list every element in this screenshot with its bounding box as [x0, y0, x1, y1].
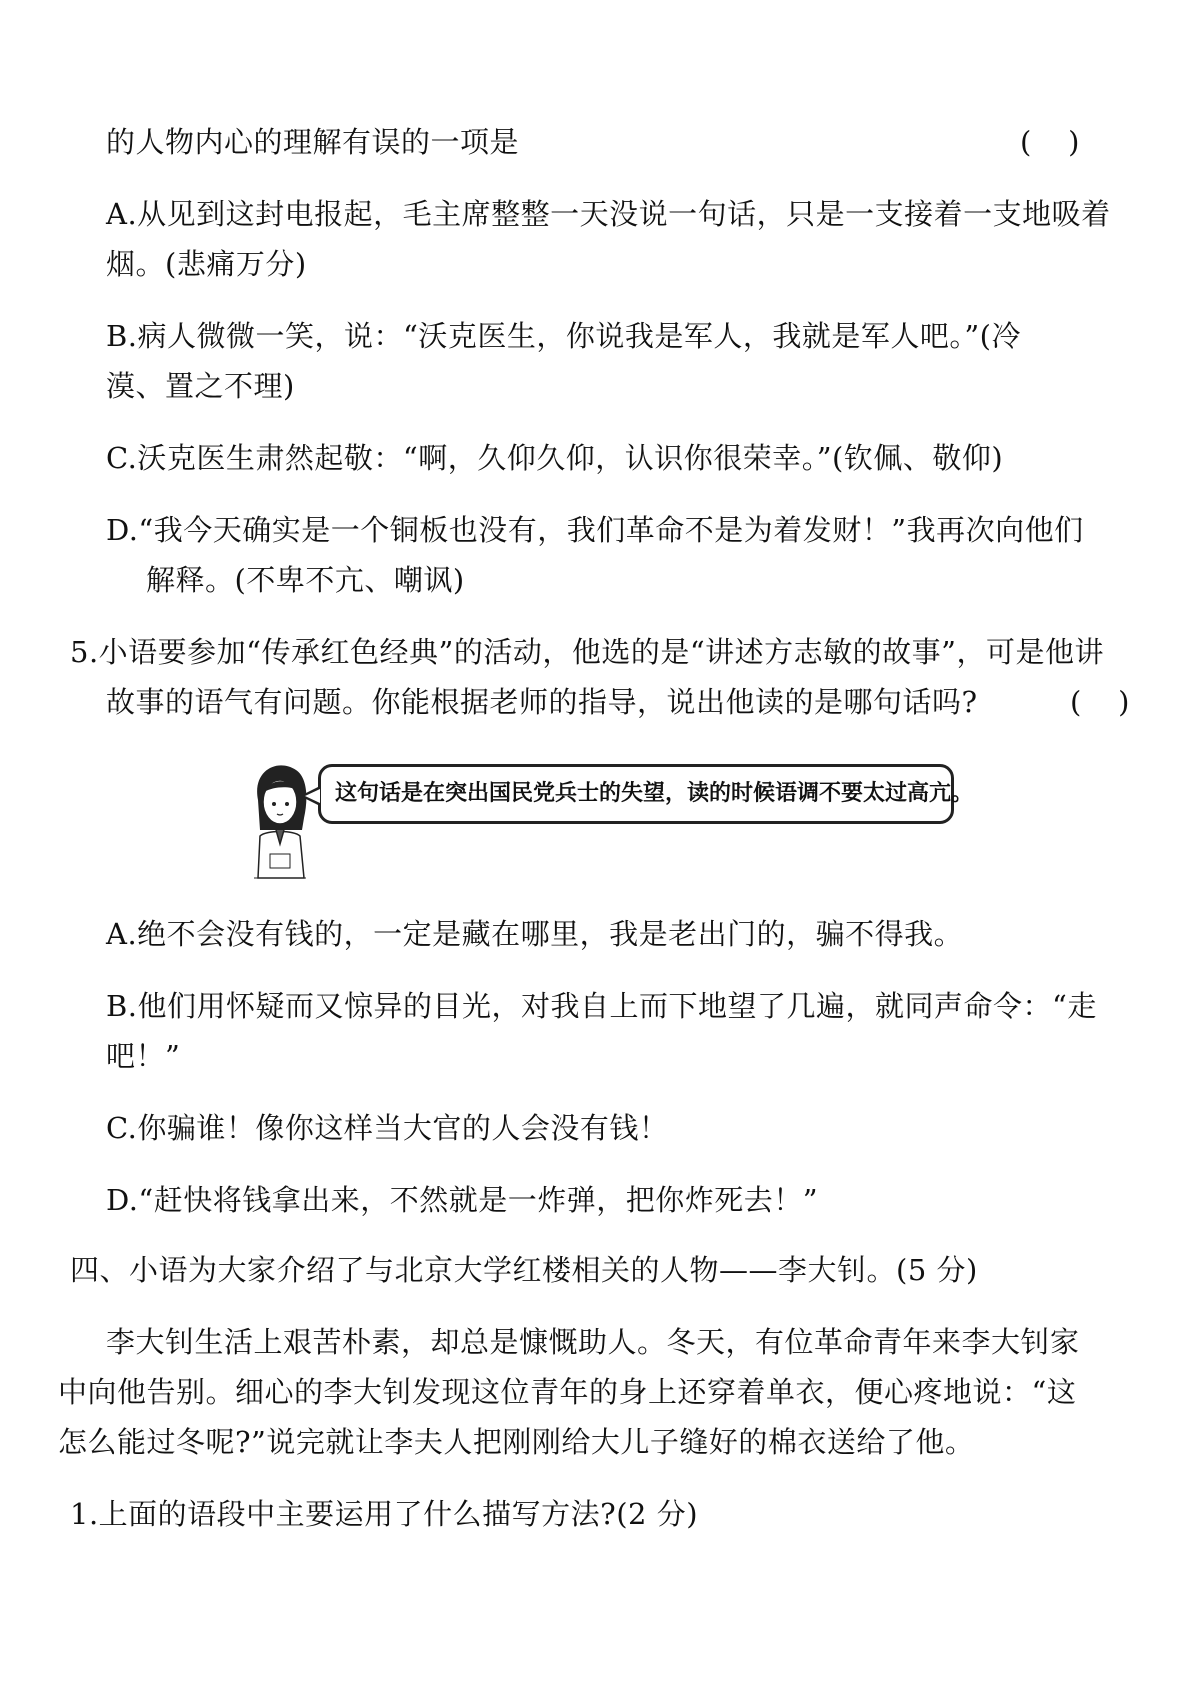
teacher-illustration: [244, 760, 316, 880]
q4-option-a-line1: A.从见到这封电报起，毛主席整整一天没说一句话，只是一支接着一支地吸着: [106, 197, 1111, 231]
q4-option-d-line2: 解释。(不卑不亢、嘲讽): [146, 563, 465, 597]
q5-answer-paren: ( ): [1070, 685, 1130, 719]
q5-option-a: A.绝不会没有钱的，一定是藏在哪里，我是老出门的，骗不得我。: [106, 917, 964, 951]
q4-option-d-line1: D.“我今天确实是一个铜板也没有，我们革命不是为着发财！”我再次向他们: [106, 513, 1084, 547]
passage-line3: 怎么能过冬呢?”说完就让李夫人把刚刚给大儿子缝好的棉衣送给了他。: [58, 1425, 975, 1459]
q4-answer-paren: ( ): [1020, 125, 1080, 159]
q5-option-b-line1: B.他们用怀疑而又惊异的目光，对我自上而下地望了几遍，就同声命令：“走: [106, 989, 1097, 1023]
section-four-heading: 四、小语为大家介绍了与北京大学红楼相关的人物——李大钊。(5 分): [70, 1253, 978, 1287]
speech-bubble-tail-inner: [305, 789, 320, 803]
q4-option-b-line1: B.病人微微一笑，说：“沃克医生，你说我是军人，我就是军人吧。”(冷: [106, 319, 1021, 353]
q4-option-c: C.沃克医生肃然起敬：“啊，久仰久仰，认识你很荣幸。”(钦佩、敬仰): [106, 441, 1004, 475]
q5-stem-line1: 5.小语要参加“传承红色经典”的活动，他选的是“讲述方志敏的故事”，可是他讲: [70, 635, 1104, 669]
passage-line1: 李大钊生活上艰苦朴素，却总是慷慨助人。冬天，有位革命青年来李大钊家: [106, 1325, 1080, 1359]
q5-option-b-line2: 吧！”: [106, 1039, 181, 1073]
q5-stem-line2: 故事的语气有问题。你能根据老师的指导，说出他读的是哪句话吗?: [106, 685, 978, 719]
q4-option-b-line2: 漠、置之不理): [106, 369, 295, 403]
q5-option-c: C.你骗谁！像你这样当大官的人会没有钱！: [106, 1111, 669, 1145]
passage-line2: 中向他告别。细心的李大钊发现这位青年的身上还穿着单衣，便心疼地说：“这: [58, 1375, 1077, 1409]
q4-stem: 的人物内心的理解有误的一项是: [106, 125, 520, 159]
section-four-question1: 1.上面的语段中主要运用了什么描写方法?(2 分): [70, 1497, 699, 1531]
q4-option-a-line2: 烟。(悲痛万分): [106, 247, 307, 281]
teacher-speech-bubble: 这句话是在突出国民党兵士的失望，读的时候语调不要太过高亢。: [318, 764, 954, 824]
q5-option-d: D.“赶快将钱拿出来，不然就是一炸弹，把你炸死去！”: [106, 1183, 819, 1217]
